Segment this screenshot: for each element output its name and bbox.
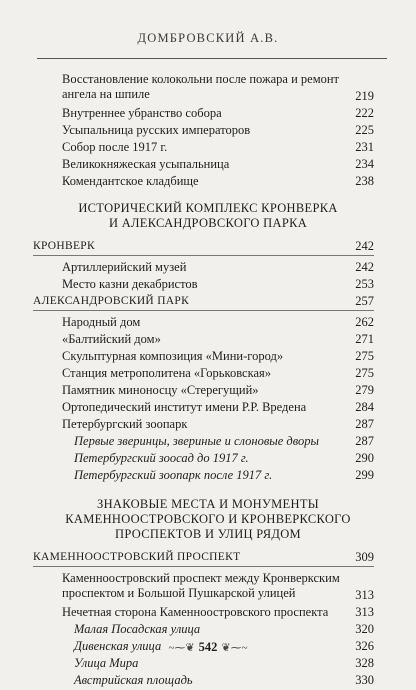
- toc-subentry[interactable]: [0, 673, 416, 688]
- toc-entry[interactable]: [0, 277, 416, 292]
- chapter-heading: [0, 201, 416, 231]
- toc-entry[interactable]: [0, 72, 416, 104]
- toc-entry-page: 275: [355, 349, 374, 363]
- toc-entry[interactable]: [0, 174, 416, 189]
- toc-subentry-title: Малая Посадская улица: [74, 622, 201, 636]
- toc-entry-page: 313: [355, 605, 374, 619]
- toc-section-title: КРОНВЕРК: [33, 240, 95, 252]
- toc-entry-title: Артиллерийский музей: [62, 260, 187, 274]
- running-header: ДОМБРОВСКИЙ А.В.: [137, 31, 279, 45]
- toc-subentry[interactable]: [0, 622, 416, 637]
- toc-entry[interactable]: [0, 315, 416, 330]
- toc-entry-page: 262: [355, 315, 374, 329]
- toc-entry-title: Каменноостровский проспект между Кронверкским проспектом и Большой Пушкарской улицей: [62, 571, 340, 600]
- toc-subentry-page: 330: [355, 673, 374, 687]
- toc-entry-page: 219: [355, 89, 374, 103]
- chapter-heading: [0, 497, 416, 542]
- toc-section-page: 257: [355, 294, 374, 308]
- toc-entry-page: 225: [355, 123, 374, 137]
- page-footer: [0, 640, 416, 655]
- toc-entry[interactable]: [0, 571, 416, 603]
- section-rule: [33, 255, 374, 257]
- toc-entry-page: 284: [355, 400, 374, 414]
- toc-section[interactable]: [0, 550, 416, 565]
- toc-entry[interactable]: [0, 106, 416, 121]
- header-rule: [37, 58, 387, 59]
- chapter-heading-line: ЗНАКОВЫЕ МЕСТА И МОНУМЕНТЫ: [97, 497, 319, 511]
- toc-section[interactable]: [0, 239, 416, 254]
- toc-entry-page: 275: [355, 366, 374, 380]
- toc-entry-title: Станция метрополитена «Горьковская»: [62, 366, 272, 380]
- toc-entry[interactable]: [0, 417, 416, 432]
- toc-entry-title: Усыпальница русских императоров: [62, 123, 251, 137]
- toc-section-title: АЛЕКСАНДРОВСКИЙ ПАРК: [33, 295, 190, 307]
- toc-entry[interactable]: [0, 605, 416, 620]
- toc-subentry[interactable]: [0, 434, 416, 449]
- chapter-heading-line: ПРОСПЕКТОВ И УЛИЦ РЯДОМ: [115, 527, 301, 541]
- toc-entry-page: 253: [355, 277, 374, 291]
- page-number: 542: [198, 640, 218, 654]
- toc-subentry-page: 290: [355, 451, 374, 465]
- toc-entry-title: Ортопедический институт имени Р.Р. Вредена: [62, 400, 307, 414]
- toc-entry-title: Внутреннее убранство собора: [62, 106, 222, 120]
- toc-subentry-title: Улица Мира: [74, 656, 139, 670]
- toc-entry-title: Народный дом: [62, 315, 141, 329]
- toc-entry-title: Великокняжеская усыпальница: [62, 157, 230, 171]
- toc-entry[interactable]: [0, 349, 416, 364]
- toc-subentry-title: Петербургский зоосад до 1917 г.: [74, 451, 249, 465]
- chapter-heading-line: ИСТОРИЧЕСКИЙ КОМПЛЕКС КРОНВЕРКА: [78, 201, 338, 215]
- toc-entry-title: Место казни декабристов: [62, 277, 198, 291]
- toc-section[interactable]: [0, 294, 416, 309]
- toc-entry-page: 287: [355, 417, 374, 431]
- toc-entry-title: Собор после 1917 г.: [62, 140, 168, 154]
- toc-entry-page: 279: [355, 383, 374, 397]
- chapter-heading-line: И АЛЕКСАНДРОВСКОГО ПАРКА: [108, 216, 308, 230]
- toc-subentry-page: 328: [355, 656, 374, 670]
- toc-subentry-page: 326: [355, 639, 374, 653]
- toc-entry-page: 231: [355, 140, 374, 154]
- toc-subentry[interactable]: [0, 656, 416, 671]
- toc-entry[interactable]: [0, 260, 416, 275]
- table-of-contents: [0, 72, 416, 690]
- ornament-right-icon: ❦⁓~: [221, 642, 248, 654]
- ornament-left-icon: ~⁓❦: [168, 642, 195, 654]
- toc-subentry-page: 299: [355, 468, 374, 482]
- toc-entry[interactable]: [0, 140, 416, 155]
- toc-entry[interactable]: [0, 383, 416, 398]
- toc-section-page: 309: [355, 550, 374, 564]
- toc-entry-title: Нечетная сторона Каменноостровского проспекта: [62, 605, 329, 619]
- toc-entry[interactable]: [0, 400, 416, 415]
- toc-entry[interactable]: [0, 157, 416, 172]
- toc-entry[interactable]: [0, 332, 416, 347]
- toc-subentry-page: 320: [355, 622, 374, 636]
- toc-entry-page: 238: [355, 174, 374, 188]
- toc-subentry-title: Первые зверинцы, звериные и слоновые дворы: [74, 434, 319, 448]
- section-rule: [33, 566, 374, 568]
- chapter-heading-line: КАМЕННООСТРОВСКОГО И КРОНВЕРКСКОГО: [65, 512, 351, 526]
- toc-subentry-page: 287: [355, 434, 374, 448]
- toc-subentry[interactable]: [0, 468, 416, 483]
- section-rule: [33, 310, 374, 312]
- toc-section-title: КАМЕННООСТРОВСКИЙ ПРОСПЕКТ: [33, 551, 241, 563]
- toc-entry-page: 242: [355, 260, 374, 274]
- toc-entry-title: Комендантское кладбище: [62, 174, 199, 188]
- toc-entry[interactable]: [0, 123, 416, 138]
- toc-entry-title: Петербургский зоопарк: [62, 417, 188, 431]
- toc-entry-title: Памятник миноносцу «Стерегущий»: [62, 383, 259, 397]
- toc-section-page: 242: [355, 239, 374, 253]
- toc-subentry[interactable]: [0, 451, 416, 466]
- toc-entry-page: 271: [355, 332, 374, 346]
- toc-entry[interactable]: [0, 366, 416, 381]
- toc-subentry-title: Петербургский зоопарк после 1917 г.: [74, 468, 273, 482]
- toc-subentry-title: Дивенская улица: [74, 639, 162, 653]
- toc-entry-title: «Балтийский дом»: [62, 332, 161, 346]
- toc-entry-page: 222: [355, 106, 374, 120]
- toc-entry-title: Восстановление колокольни после пожара и ремонт ангела на шпиле: [62, 72, 340, 101]
- toc-entry-title: Скульптурная композиция «Мини-город»: [62, 349, 284, 363]
- toc-entry-page: 234: [355, 157, 374, 171]
- toc-entry-page: 313: [355, 588, 374, 602]
- toc-subentry-title: Австрийская площадь: [74, 673, 193, 687]
